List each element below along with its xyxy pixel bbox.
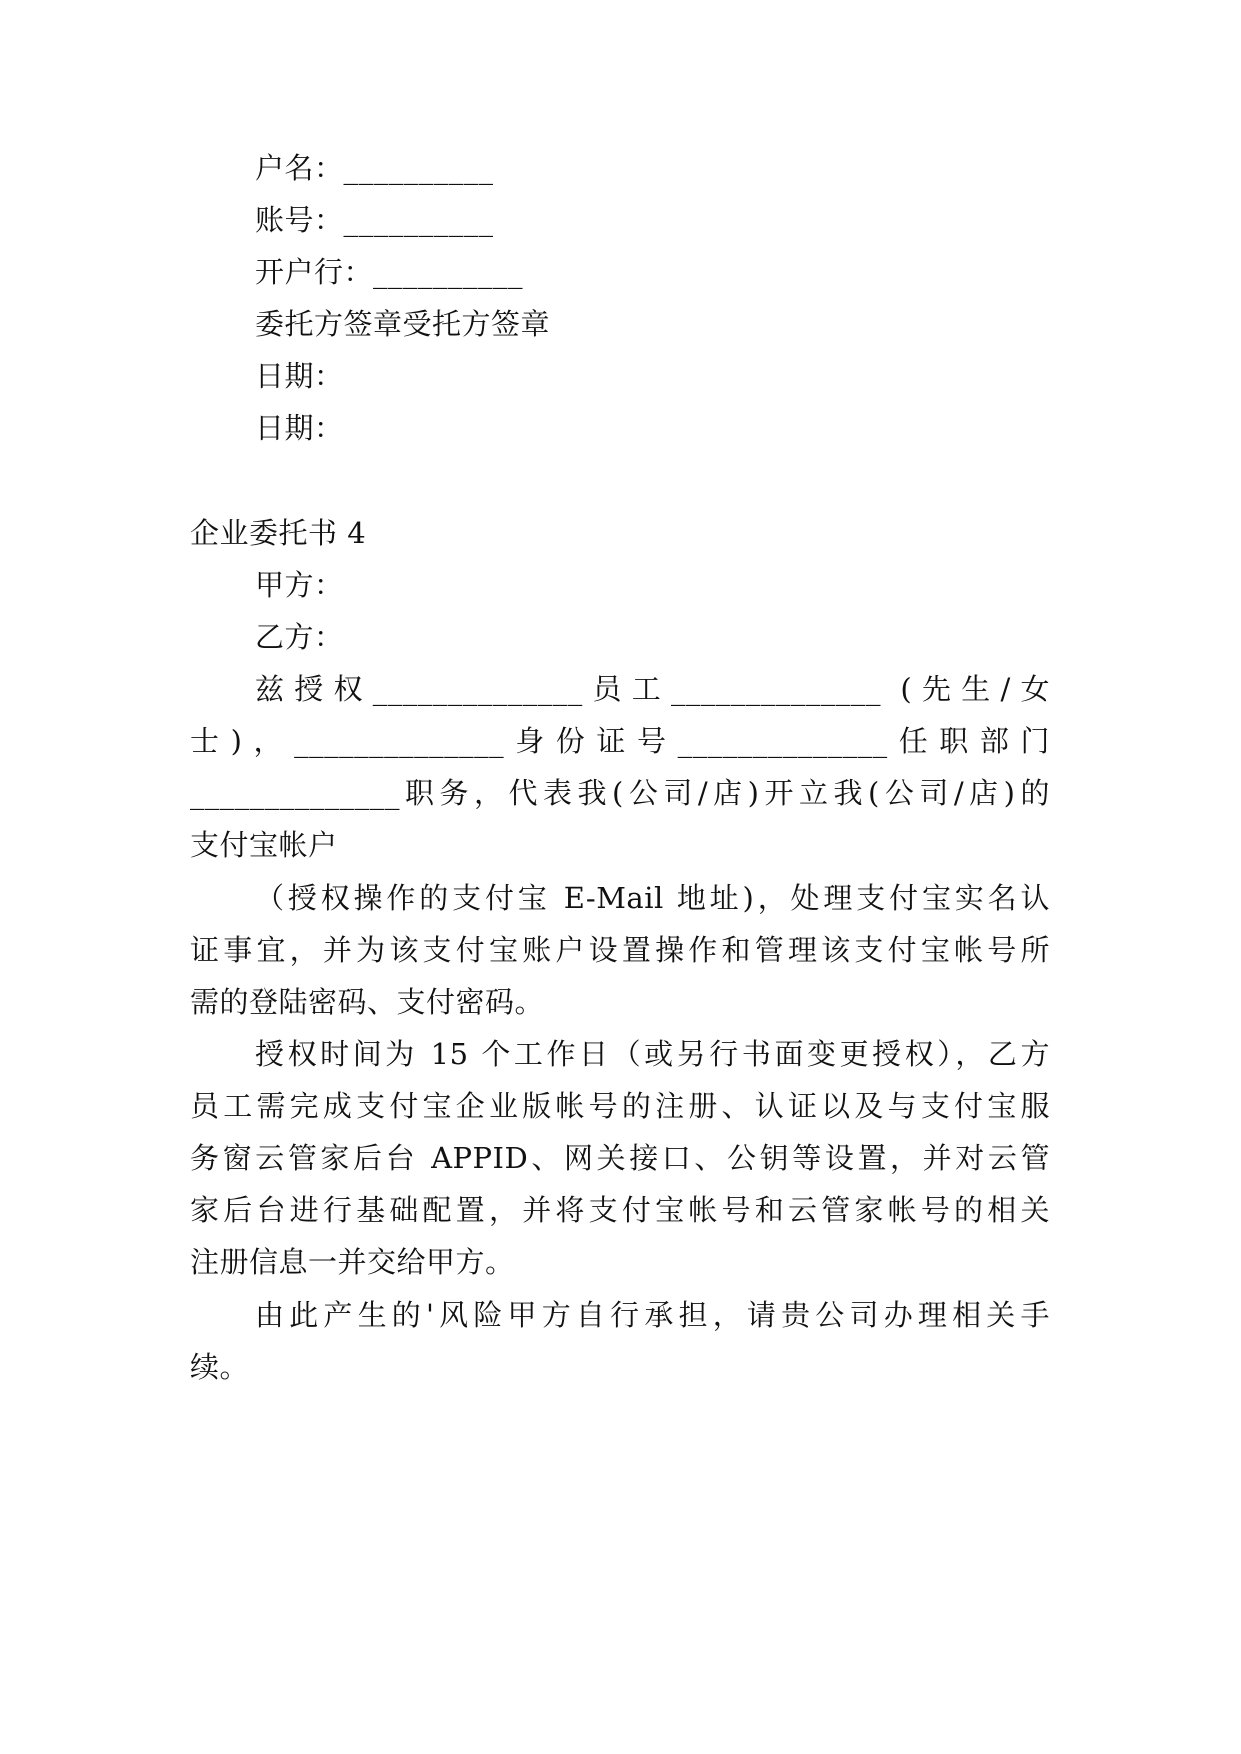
account-number-field: 账号：__________ (255, 203, 494, 237)
paragraph-line: （授权操作的支付宝 E-Mail 地址)，处理支付宝实名认 (255, 881, 1050, 915)
paragraph-line: 续。 (190, 1350, 250, 1384)
party-a-field: 甲方： (255, 568, 344, 602)
account-name-field: 户名：__________ (255, 151, 494, 185)
section-title: 企业委托书 4 (190, 516, 367, 550)
paragraph-line: ______________职务，代表我(公司/店)开立我(公司/店)的 (190, 776, 1050, 810)
paragraph-line: 支付宝帐户 (190, 828, 338, 862)
paragraph-line: 注册信息一并交给甲方。 (190, 1245, 515, 1279)
paragraph-line: 证事宜，并为该支付宝账户设置操作和管理该支付宝帐号所 (190, 933, 1050, 967)
party-b-field: 乙方： (255, 620, 344, 654)
signature-line: 委托方签章受托方签章 (255, 307, 551, 341)
paragraph-line: 授权时间为 15 个工作日（或另行书面变更授权），乙方 (255, 1037, 1050, 1071)
paragraph-line: 兹授权______________员工______________ (先生/女 (255, 672, 1050, 706)
paragraph-line: 家后台进行基础配置，并将支付宝帐号和云管家帐号的相关 (190, 1193, 1050, 1227)
date-field: 日期： (255, 411, 344, 445)
date-field: 日期： (255, 359, 344, 393)
bank-field: 开户行：__________ (255, 255, 524, 289)
paragraph-line: 员工需完成支付宝企业版帐号的注册、认证以及与支付宝服 (190, 1089, 1050, 1123)
paragraph-line: 士)，______________身份证号______________任职部门 (190, 724, 1050, 758)
paragraph-line: 需的登陆密码、支付密码。 (190, 985, 545, 1019)
paragraph-line: 由此产生的'风险甲方自行承担，请贵公司办理相关手 (255, 1298, 1050, 1332)
paragraph-line: 务窗云管家后台 APPID、网关接口、公钥等设置，并对云管 (190, 1141, 1050, 1175)
